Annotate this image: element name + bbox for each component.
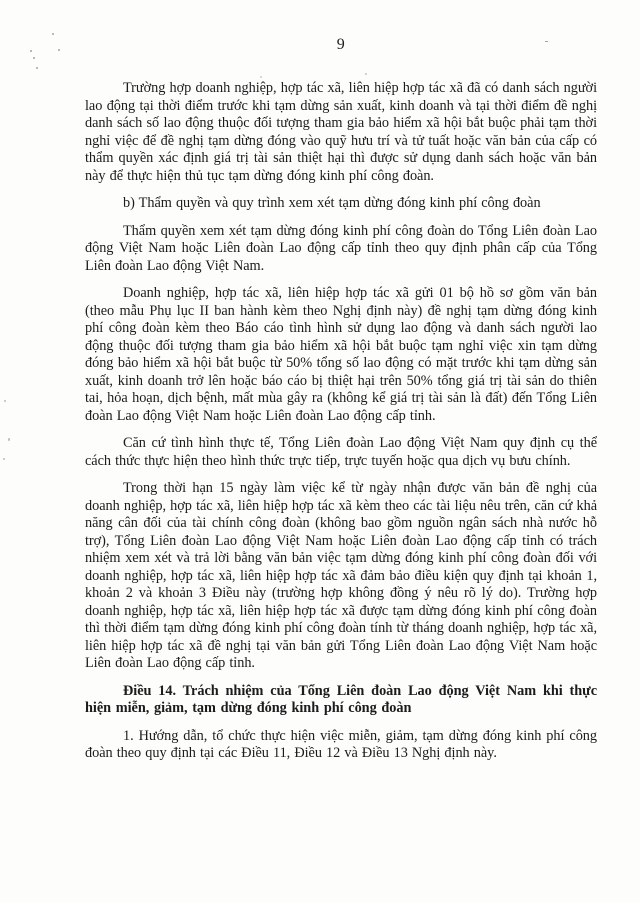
scan-speck xyxy=(30,50,32,52)
scan-speck xyxy=(58,49,60,51)
paragraph-item-1: 1. Hướng dẫn, tổ chức thực hiện việc miễn, giảm, tạm dừng đóng kinh phí công đoàn theo quy định tại các Điều 11, Điều 12 và Điều 13 Nghị định này. xyxy=(85,727,597,761)
article-14-heading: Điều 14. Trách nhiệm của Tổng Liên đoàn Lao động Việt Nam khi thực hiện miễn, giảm, tạm dừng đóng kinh phí công đoàn xyxy=(85,682,597,716)
paragraph-worker-list: Trường hợp doanh nghiệp, hợp tác xã, liên hiệp hợp tác xã đã có danh sách người lao động tại thời điểm trước khi tạm dừng sản xuất, kinh doanh và tại thời điểm đề nghị danh sách số lao động thuộc đối tượng tham gia bảo hiểm xã hội bắt buộc phải tạm thời nghỉ việc để đề nghị tạm dừng đóng vào quỹ hưu trí và tử tuất hoặc văn bản của cấp có thẩm quyền xác định giá trị tài sản thiệt hại thì được sử dụng danh sách hoặc văn bản này để thực hiện thủ tục tạm dừng đóng kinh phí công đoàn. xyxy=(85,80,597,184)
paragraph-authority: Thẩm quyền xem xét tạm dừng đóng kinh phí công đoàn do Tổng Liên đoàn Lao động Việt Nam hoặc Liên đoàn Lao động cấp tỉnh theo quy định phân cấp của Tổng Liên đoàn Lao động Việt Nam. xyxy=(85,222,597,274)
document-body xyxy=(85,80,597,773)
scan-speck xyxy=(33,57,35,59)
paragraph-method: Căn cứ tình hình thực tế, Tổng Liên đoàn Lao động Việt Nam quy định cụ thể cách thức thực hiện theo hình thức trực tiếp, trực tuyến hoặc qua dịch vụ bưu chính. xyxy=(85,435,597,469)
paragraph-15-days: Trong thời hạn 15 ngày làm việc kể từ ngày nhận được văn bản đề nghị của doanh nghiệp, hợp tác xã, liên hiệp hợp tác xã kèm theo các tài liệu nêu trên, căn cứ khả năng cân đối của tài chính công đoàn (không bao gồm nguồn ngân sách nhà nước hỗ trợ), Tổng Liên đoàn Lao động Việt Nam hoặc Liên đoàn Lao động cấp tỉnh có trách nhiệm xem xét và trả lời bằng văn bản việc tạm dừng đóng kinh phí công đoàn đối với doanh nghiệp, hợp tác xã, liên hiệp hợp tác xã đảm bảo điều kiện quy định tại khoản 1, khoản 2 và khoản 3 Điều này (trường hợp không đồng ý nêu rõ lý do). Trường hợp doanh nghiệp, hợp tác xã, liên hiệp hợp tác xã được tạm dừng đóng kinh phí công đoàn thì thời điểm tạm dừng đóng kinh phí công đoàn tính từ tháng doanh nghiệp, hợp tác xã, liên hiệp hợp tác xã đề nghị tại văn bản gửi Tổng Liên đoàn Lao động Việt Nam hoặc Liên đoàn Lao động cấp tỉnh. xyxy=(85,480,597,671)
scan-speck xyxy=(260,76,262,78)
page-number: 9 xyxy=(336,36,346,53)
clause-b-label: b) Thẩm quyền và quy trình xem xét tạm dừng đóng kinh phí công đoàn xyxy=(123,195,541,211)
scan-speck xyxy=(4,400,6,402)
scan-speck xyxy=(52,33,54,35)
scan-speck xyxy=(365,73,367,75)
scan-speck xyxy=(36,67,38,69)
scan-speck xyxy=(3,458,5,460)
scan-speck xyxy=(8,438,10,441)
scan-speck xyxy=(545,41,548,42)
paragraph-dossier: Doanh nghiệp, hợp tác xã, liên hiệp hợp tác xã gửi 01 bộ hồ sơ gồm văn bản (theo mẫu Phụ lục II ban hành kèm theo Nghị định này) đề nghị tạm dừng đóng kinh phí công đoàn kèm theo Báo cáo tình hình sử dụng lao động và danh sách người lao động thuộc đối tượng tham gia bảo hiểm xã hội bắt buộc tạm nghỉ việc xin tạm dừng đóng bảo hiểm xã hội bắt buộc từ 50% tổng số lao động có mặt trước khi tạm dừng sản xuất, kinh doanh trở lên hoặc báo cáo bị thiệt hại trên 50% tổng giá trị tài sản do thiên tai, hỏa hoạn, dịch bệnh, mất mùa gây ra (không kể giá trị tài sản là đất) đến Tổng Liên đoàn Lao động Việt Nam hoặc Liên đoàn Lao động cấp tỉnh. xyxy=(85,285,597,424)
